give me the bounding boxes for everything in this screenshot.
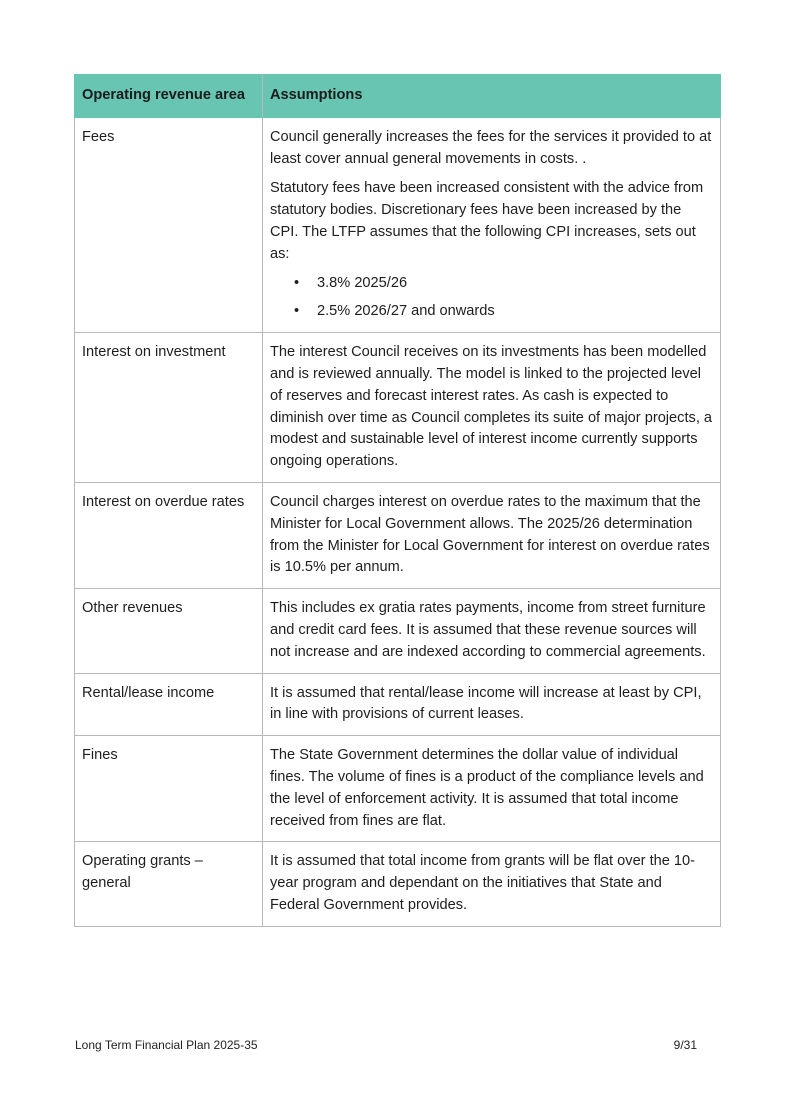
assumption-paragraph: This includes ex gratia rates payments, income from street furniture and credit card fees. It is assumed that these revenue sources will not increase and are indexed according to commercial agreements.	[270, 600, 706, 660]
cpi-bullet-list	[270, 273, 713, 324]
row-assumption-cell	[263, 117, 721, 332]
row-assumption-cell	[263, 589, 721, 673]
bullet-icon: •	[294, 303, 300, 320]
table-row	[75, 117, 721, 332]
list-item	[294, 273, 713, 295]
bullet-text: 2.5% 2026/27 and onwards	[317, 303, 495, 320]
footer-page-number: 9/31	[673, 1038, 697, 1052]
assumption-paragraph: The interest Council receives on its investments has been modelled and is reviewed annually. The model is linked to the projected level of reserves and forecast interest rates. As cash is expected to diminish over time as Council completes its suite of major projects, a modest and sustainable level of interest income currently supports ongoing operations.	[270, 344, 713, 470]
assumption-paragraph: It is assumed that rental/lease income will increase at least by CPI, in line with provisions of current leases.	[270, 684, 702, 723]
list-item	[294, 301, 713, 323]
revenue-assumptions-table	[74, 74, 721, 927]
table-row	[75, 482, 721, 588]
table-header-row	[75, 75, 721, 118]
row-assumption-cell	[263, 842, 721, 926]
row-area-cell: Fines	[75, 736, 263, 842]
header-operating-revenue-area: Operating revenue area	[75, 75, 263, 118]
table-row	[75, 842, 721, 926]
bullet-text: 3.8% 2025/26	[317, 274, 408, 291]
table-row	[75, 673, 721, 736]
table-row	[75, 333, 721, 483]
row-assumption-cell	[263, 736, 721, 842]
row-area-cell: Operating grants – general	[75, 842, 263, 926]
row-area-cell: Fees	[75, 117, 263, 332]
footer-document-title: Long Term Financial Plan 2025-35	[75, 1038, 258, 1052]
row-area-cell: Other revenues	[75, 589, 263, 673]
table-body	[75, 117, 721, 926]
row-area-cell: Rental/lease income	[75, 673, 263, 736]
table-header	[75, 75, 721, 118]
row-assumption-cell	[263, 673, 721, 736]
bullet-icon: •	[294, 274, 300, 291]
row-area-cell: Interest on investment	[75, 333, 263, 483]
header-assumptions: Assumptions	[263, 75, 721, 118]
assumption-paragraph: Council charges interest on overdue rates to the maximum that the Minister for Local Government allows. The 2025/26 determination from the Minister for Local Government for interest on overdue rates is 10.5% per annum.	[270, 493, 710, 576]
row-assumption-cell	[263, 482, 721, 588]
assumption-paragraph: The State Government determines the dollar value of individual fines. The volume of fines is a product of the compliance levels and the level of enforcement activity. It is assumed that total income received from fines are flat.	[270, 747, 704, 829]
table-row	[75, 589, 721, 673]
row-assumption-cell	[263, 333, 721, 483]
assumption-paragraph: It is assumed that total income from grants will be flat over the 10-year program and dependant on the initiatives that State and Federal Government provides.	[270, 853, 696, 913]
assumption-paragraph: Council generally increases the fees for the services it provided to at least cover annual general movements in costs. .	[270, 128, 712, 167]
assumption-paragraph: Statutory fees have been increased consistent with the advice from statutory bodies. Discretionary fees have been increased by the CPI. The LTFP assumes that the following CPI increases, sets out as:	[270, 180, 704, 262]
row-area-cell: Interest on overdue rates	[75, 482, 263, 588]
table-row	[75, 736, 721, 842]
